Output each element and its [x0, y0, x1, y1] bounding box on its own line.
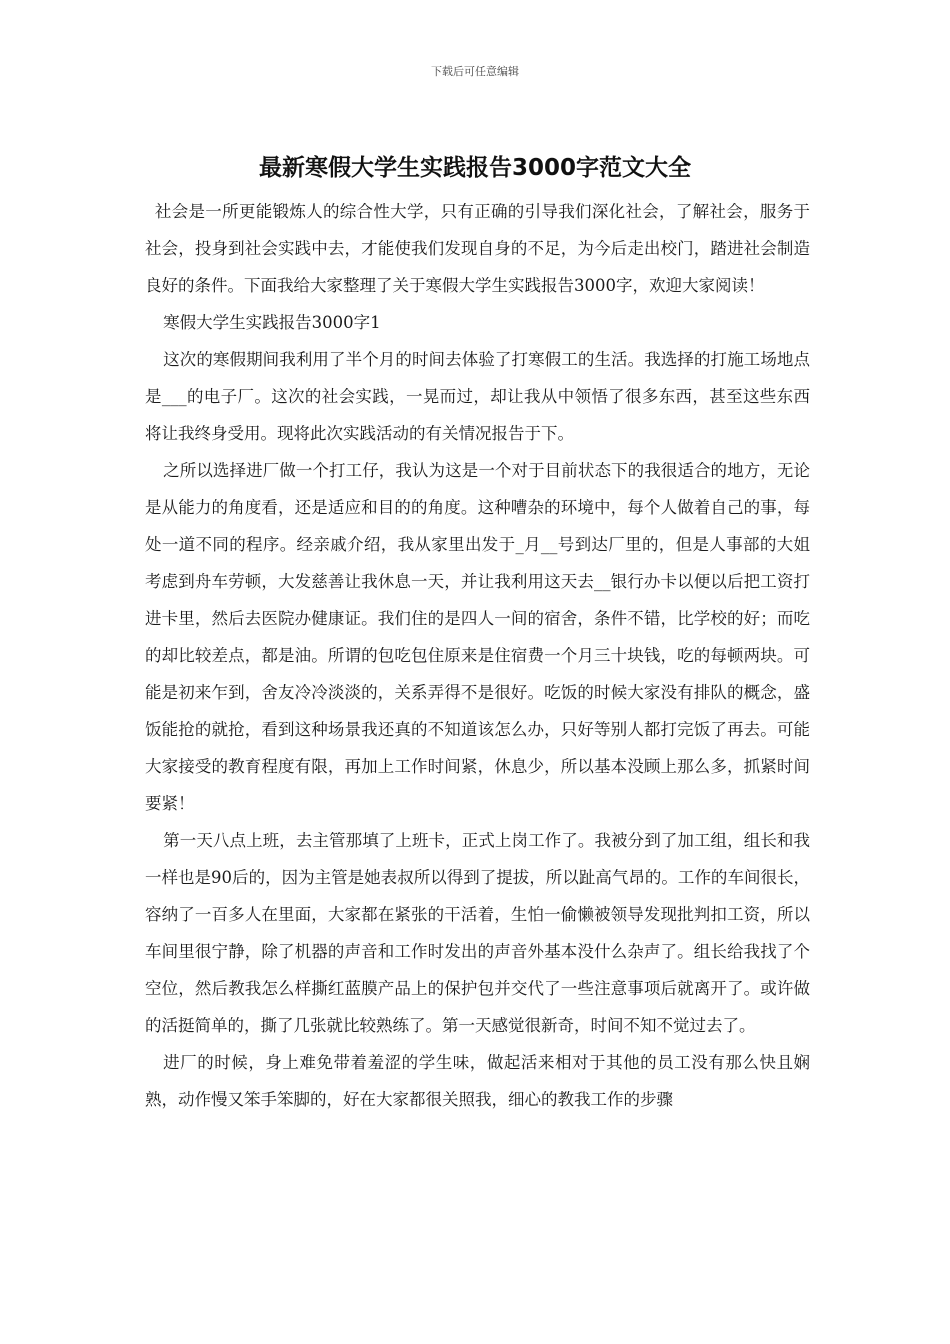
paragraph: 这次的寒假期间我利用了半个月的时间去体验了打寒假工的生活。我选择的打施工场地点是___的电子厂。这次的社会实践，一晃而过，却让我从中领悟了很多东西，甚至这些东西将让我终身受用。现将此次实践活动的有关情况报告于下。	[145, 350, 810, 443]
section-heading: 寒假大学生实践报告3000字1	[163, 313, 381, 332]
paragraph: 第一天八点上班，去主管那填了上班卡，正式上岗工作了。我被分到了加工组，组长和我一样也是90后的，因为主管是她表叔所以得到了提拔，所以趾高气昂的。工作的车间很长，容纳了一百多人在里面，大家都在紧张的干活着，生怕一偷懒被领导发现批判扣工资，所以车间里很宁静，除了机器的声音和工作时发出的声音外基本没什么杂声了。组长给我找了个空位，然后教我怎么样撕红蓝膜产品上的保护包并交代了一些注意事项后就离开了。或许做的活挺简单的，撕了几张就比较熟练了。第一天感觉很新奇，时间不知不觉过去了。	[145, 831, 810, 1035]
document-title: 最新寒假大学生实践报告3000字范文大全	[258, 155, 691, 181]
paragraph: 之所以选择进厂做一个打工仔，我认为这是一个对于目前状态下的我很适合的地方，无论是从能力的角度看，还是适应和目的的角度。这种嘈杂的环境中，每个人做着自己的事，每处一道不同的程序。经亲戚介绍，我从家里出发于_月__号到达厂里的，但是人事部的大姐考虑到舟车劳顿，大发慈善让我休息一天，并让我利用这天去__银行办卡以便以后把工资打进卡里，然后去医院办健康证。我们住的是四人一间的宿舍，条件不错，比学校的好；而吃的却比较差点，都是油。所谓的包吃包住原来是住宿费一个月三十块钱，吃的每顿两块。可能是初来乍到，舍友冷冷淡淡的，关系弄得不是很好。吃饭的时候大家没有排队的概念，盛饭能抢的就抢，看到这种场景我还真的不知道该怎么办，只好等别人都打完饭了再去。可能大家接受的教育程度有限，再加上工作时间紧，休息少，所以基本没顾上那么多，抓紧时间要紧！	[145, 461, 810, 813]
paragraph-intro: 社会是一所更能锻炼人的综合性大学，只有正确的引导我们深化社会，了解社会，服务于社会，投身到社会实践中去，才能使我们发现自身的不足，为今后走出校门，踏进社会制造良好的条件。下面我给大家整理了关于寒假大学生实践报告3000字，欢迎大家阅读！	[145, 202, 810, 295]
document-body	[145, 193, 810, 1118]
paragraph: 进厂的时候，身上难免带着羞涩的学生味，做起活来相对于其他的员工没有那么快且娴熟，动作慢又笨手笨脚的，好在大家都很关照我，细心的教我工作的步骤	[145, 1053, 810, 1109]
page-header-note: 下载后可任意编辑	[431, 65, 519, 78]
